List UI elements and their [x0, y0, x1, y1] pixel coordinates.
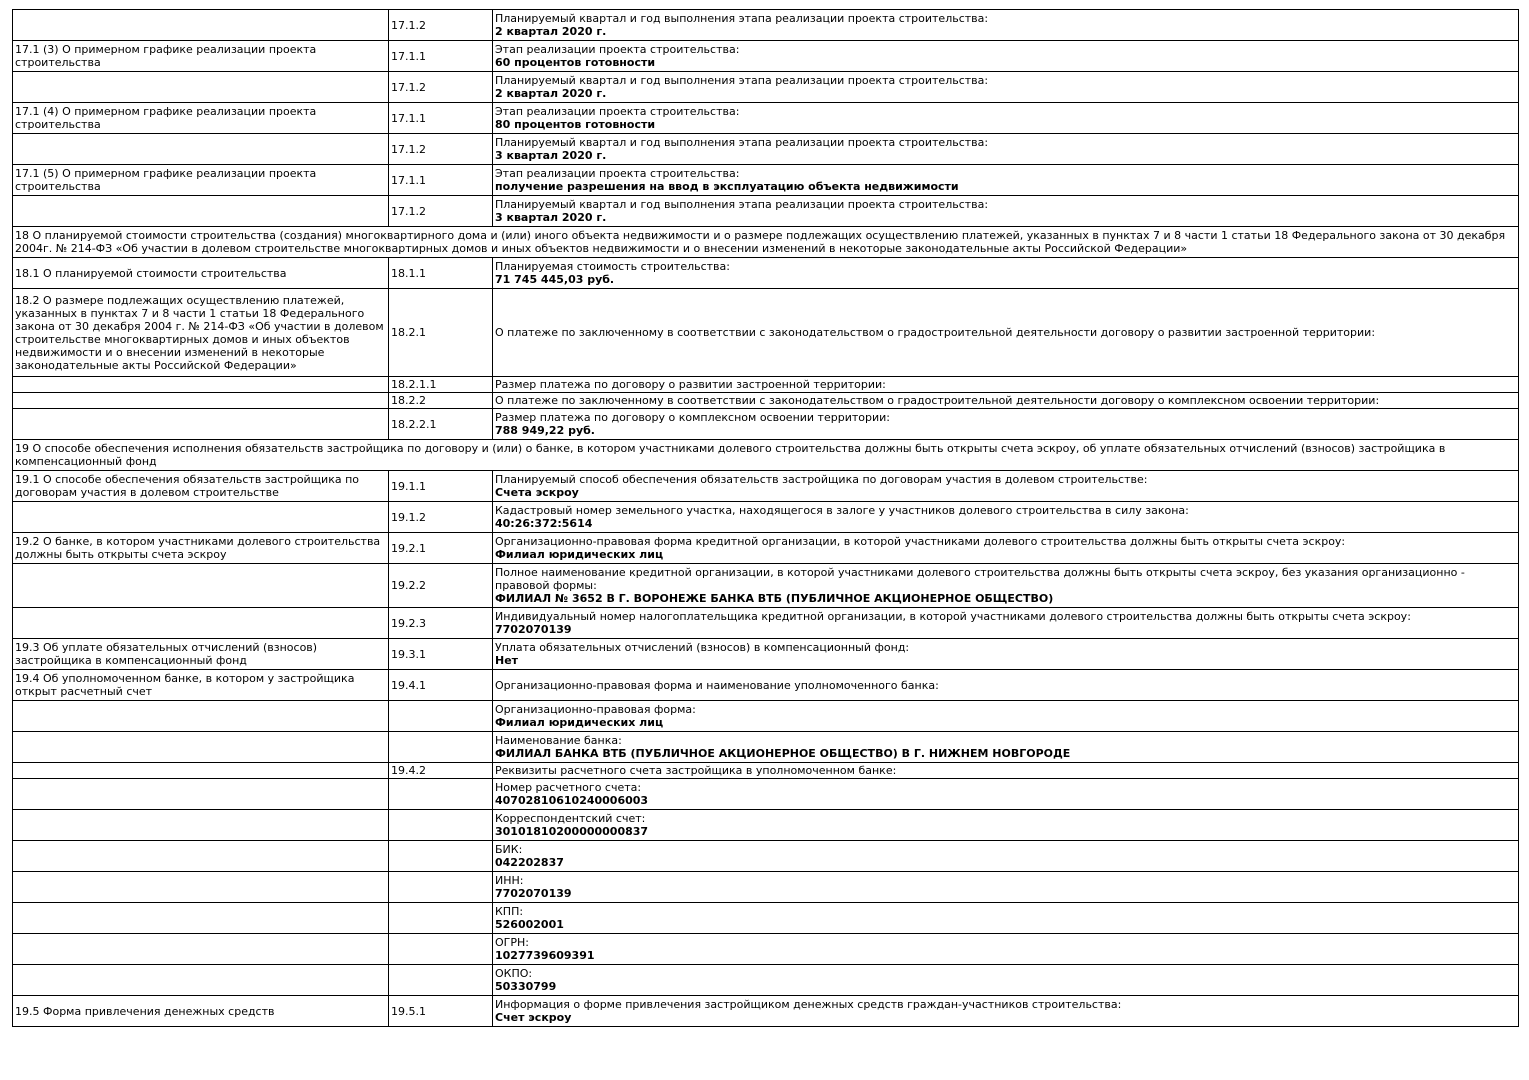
item-value: Нет: [495, 654, 519, 667]
item-label: Этап реализации проекта строительства:: [495, 167, 740, 180]
item-content-cell: [493, 10, 1519, 41]
table-row: [13, 471, 1519, 502]
table-row: [13, 639, 1519, 670]
table-row: [13, 903, 1519, 934]
section-title-cell: [13, 810, 389, 841]
item-label: КПП:: [495, 905, 524, 918]
item-value: ФИЛИАЛ БАНКА ВТБ (ПУБЛИЧНОЕ АКЦИОНЕРНОЕ ОБЩЕСТВО) В Г. НИЖНЕМ НОВГОРОДЕ: [495, 747, 1071, 760]
item-value: 71 745 445,03 руб.: [495, 273, 615, 286]
table-row: [13, 10, 1519, 41]
table-row: [13, 965, 1519, 996]
item-code-cell: [389, 810, 493, 841]
item-code-cell: 18.2.1: [389, 289, 493, 377]
item-label: ОКПО:: [495, 967, 533, 980]
item-code-cell: 17.1.2: [389, 72, 493, 103]
item-code-cell: 19.1.1: [389, 471, 493, 502]
table-row: [13, 779, 1519, 810]
table-row: [13, 810, 1519, 841]
item-code-cell: 18.2.2: [389, 393, 493, 409]
section-title-cell: [13, 72, 389, 103]
section-title-cell: 17.1 (4) О примерном графике реализации проекта строительства: [13, 103, 389, 134]
section-title-cell: [13, 701, 389, 732]
section-title-cell: 18.1 О планируемой стоимости строительства: [13, 258, 389, 289]
table-row: [13, 502, 1519, 533]
section-title-cell: 18.2 О размере подлежащих осуществлению платежей, указанных в пунктах 7 и 8 части 1 статьи 18 Федерального закона от 30 декабря 2004 г. № 214-ФЗ «Об участии в долевом строительстве многоквартирных домов и иных объектов недвижимости и о внесении изменений в некоторые законодательные акты Российской Федерации»: [13, 289, 389, 377]
item-value: 60 процентов готовности: [495, 56, 656, 69]
item-value: 40:26:372:5614: [495, 517, 593, 530]
table-row: [13, 996, 1519, 1027]
item-label: О платеже по заключенному в соответствии с законодательством о градостроительной деятельности договору о развитии застроенной территории:: [495, 326, 1376, 339]
table-row: [13, 72, 1519, 103]
item-value: ФИЛИАЛ № 3652 В Г. ВОРОНЕЖЕ БАНКА ВТБ (ПУБЛИЧНОЕ АКЦИОНЕРНОЕ ОБЩЕСТВО): [495, 592, 1054, 605]
table-row: [13, 196, 1519, 227]
item-value: Филиал юридических лиц: [495, 548, 664, 561]
item-label: Этап реализации проекта строительства:: [495, 43, 740, 56]
item-label: Полное наименование кредитной организации, в которой участниками долевого строительства должны быть открыты счета эскроу, без указания организационно - правовой формы:: [495, 566, 1465, 592]
table-row: [13, 608, 1519, 639]
section-title-cell: 19.2 О банке, в котором участниками долевого строительства должны быть открыты счета эскроу: [13, 533, 389, 564]
item-value: 80 процентов готовности: [495, 118, 656, 131]
item-code-cell: 19.4.2: [389, 763, 493, 779]
table-row: [13, 564, 1519, 608]
item-content-cell: [493, 841, 1519, 872]
item-content-cell: [493, 258, 1519, 289]
item-value: получение разрешения на ввод в эксплуатацию объекта недвижимости: [495, 180, 959, 193]
item-code-cell: 19.2.3: [389, 608, 493, 639]
item-code-cell: 17.1.1: [389, 103, 493, 134]
section-title-cell: [13, 377, 389, 393]
section-title-cell: [13, 779, 389, 810]
item-code-cell: [389, 872, 493, 903]
item-content-cell: [493, 471, 1519, 502]
item-label: Планируемый способ обеспечения обязательств застройщика по договорам участия в долевом строительстве:: [495, 473, 1148, 486]
item-code-cell: [389, 732, 493, 763]
section-title-cell: [13, 732, 389, 763]
section-title-cell: [13, 502, 389, 533]
item-code-cell: 19.4.1: [389, 670, 493, 701]
section-title-cell: [13, 934, 389, 965]
table-row: [13, 533, 1519, 564]
table-row: [13, 377, 1519, 393]
item-value: Филиал юридических лиц: [495, 716, 664, 729]
table-row: [13, 393, 1519, 409]
section-title-cell: [13, 903, 389, 934]
item-content-cell: [493, 903, 1519, 934]
item-value: 50330799: [495, 980, 557, 993]
item-content-cell: [493, 165, 1519, 196]
item-label: О платеже по заключенному в соответствии с законодательством о градостроительной деятельности договору о комплексном освоении территории:: [495, 394, 1380, 407]
section-header-row: [13, 440, 1519, 471]
item-code-cell: 17.1.2: [389, 196, 493, 227]
item-content-cell: [493, 564, 1519, 608]
table-row: [13, 258, 1519, 289]
section-heading: 18 О планируемой стоимости строительства (создания) многоквартирного дома и (или) иного объекта недвижимости и о размере подлежащих осуществлению платежей, указанных в пунктах 7 и 8 части 1 статьи 18 Федерального закона от 30 декабря 2004г. № 214-ФЗ «Об участии в долевом строительстве многоквартирных домов и иных объектов недвижимости и о внесении изменений в некоторые законодательные акты Российской Федерации»: [13, 227, 1519, 258]
section-title-cell: 17.1 (3) О примерном графике реализации проекта строительства: [13, 41, 389, 72]
item-label: ИНН:: [495, 874, 524, 887]
item-content-cell: [493, 41, 1519, 72]
table-row: [13, 763, 1519, 779]
item-value: 40702810610240006003: [495, 794, 649, 807]
item-content-cell: [493, 134, 1519, 165]
section-title-cell: 19.5 Форма привлечения денежных средств: [13, 996, 389, 1027]
item-content-cell: [493, 409, 1519, 440]
table-row: [13, 134, 1519, 165]
item-code-cell: 18.2.2.1: [389, 409, 493, 440]
item-code-cell: 19.2.2: [389, 564, 493, 608]
section-title-cell: [13, 841, 389, 872]
section-title-cell: [13, 763, 389, 779]
section-title-cell: [13, 608, 389, 639]
table-row: [13, 872, 1519, 903]
item-value: Счет эскроу: [495, 1011, 572, 1024]
item-label: Номер расчетного счета:: [495, 781, 642, 794]
item-value: 1027739609391: [495, 949, 595, 962]
item-value: 2 квартал 2020 г.: [495, 25, 607, 38]
item-content-cell: [493, 639, 1519, 670]
document-table-body: [13, 10, 1519, 1027]
item-label: Размер платежа по договору о развитии застроенной территории:: [495, 378, 886, 391]
item-code-cell: 17.1.2: [389, 134, 493, 165]
item-value: Счета эскроу: [495, 486, 579, 499]
table-row: [13, 41, 1519, 72]
table-row: [13, 841, 1519, 872]
item-value: 2 квартал 2020 г.: [495, 87, 607, 100]
section-title-cell: 19.1 О способе обеспечения обязательств застройщика по договорам участия в долевом строительстве: [13, 471, 389, 502]
item-code-cell: 19.5.1: [389, 996, 493, 1027]
section-title-cell: [13, 872, 389, 903]
item-code-cell: [389, 701, 493, 732]
item-content-cell: [493, 103, 1519, 134]
item-code-cell: [389, 841, 493, 872]
item-code-cell: 17.1.1: [389, 165, 493, 196]
table-row: [13, 701, 1519, 732]
table-row: [13, 670, 1519, 701]
table-row: [13, 289, 1519, 377]
item-content-cell: [493, 289, 1519, 377]
item-label: Размер платежа по договору о комплексном освоении территории:: [495, 411, 890, 424]
item-label: Планируемый квартал и год выполнения этапа реализации проекта строительства:: [495, 136, 989, 149]
item-content-cell: [493, 670, 1519, 701]
item-content-cell: [493, 533, 1519, 564]
item-value: 3 квартал 2020 г.: [495, 211, 607, 224]
item-content-cell: [493, 377, 1519, 393]
item-content-cell: [493, 732, 1519, 763]
item-label: Информация о форме привлечения застройщиком денежных средств граждан-участников строительства:: [495, 998, 1122, 1011]
item-label: Планируемый квартал и год выполнения этапа реализации проекта строительства:: [495, 198, 989, 211]
item-value: 3 квартал 2020 г.: [495, 149, 607, 162]
item-content-cell: [493, 608, 1519, 639]
item-label: Организационно-правовая форма и наименование уполномоченного банка:: [495, 678, 939, 692]
item-content-cell: [493, 72, 1519, 103]
item-value: 30101810200000000837: [495, 825, 649, 838]
item-code-cell: 18.1.1: [389, 258, 493, 289]
section-title-cell: [13, 10, 389, 41]
item-code-cell: 18.2.1.1: [389, 377, 493, 393]
item-content-cell: [493, 393, 1519, 409]
item-content-cell: [493, 196, 1519, 227]
section-title-cell: [13, 196, 389, 227]
section-title-cell: [13, 393, 389, 409]
item-code-cell: [389, 965, 493, 996]
item-code-cell: 19.1.2: [389, 502, 493, 533]
item-label: Организационно-правовая форма:: [495, 703, 696, 716]
item-code-cell: 17.1.2: [389, 10, 493, 41]
item-label: Индивидуальный номер налогоплательщика кредитной организации, в которой участниками долевого строительства должны быть открыты счета эскроу:: [495, 610, 1411, 623]
item-value: 7702070139: [495, 623, 572, 636]
item-code-cell: [389, 903, 493, 934]
item-label: Кадастровый номер земельного участка, находящегося в залоге у участников долевого строительства в силу закона:: [495, 504, 1189, 517]
item-label: Наименование банка:: [495, 734, 622, 747]
table-row: [13, 732, 1519, 763]
item-content-cell: [493, 502, 1519, 533]
item-content-cell: [493, 810, 1519, 841]
section-header-row: [13, 227, 1519, 258]
item-content-cell: [493, 996, 1519, 1027]
item-content-cell: [493, 763, 1519, 779]
item-code-cell: 19.3.1: [389, 639, 493, 670]
section-title-cell: [13, 965, 389, 996]
section-title-cell: 17.1 (5) О примерном графике реализации проекта строительства: [13, 165, 389, 196]
item-label: Корреспондентский счет:: [495, 812, 646, 825]
table-row: [13, 103, 1519, 134]
section-title-cell: [13, 409, 389, 440]
item-content-cell: [493, 701, 1519, 732]
table-row: [13, 934, 1519, 965]
item-value: 788 949,22 руб.: [495, 424, 595, 437]
item-label: БИК:: [495, 843, 523, 856]
section-title-cell: [13, 564, 389, 608]
item-code-cell: 17.1.1: [389, 41, 493, 72]
item-content-cell: [493, 934, 1519, 965]
item-code-cell: [389, 934, 493, 965]
item-content-cell: [493, 965, 1519, 996]
table-row: [13, 409, 1519, 440]
item-label: Планируемая стоимость строительства:: [495, 260, 730, 273]
item-code-cell: [389, 779, 493, 810]
item-code-cell: 19.2.1: [389, 533, 493, 564]
item-value: 042202837: [495, 856, 564, 869]
item-label: Планируемый квартал и год выполнения этапа реализации проекта строительства:: [495, 74, 989, 87]
section-title-cell: 19.3 Об уплате обязательных отчислений (взносов) застройщика в компенсационный фонд: [13, 639, 389, 670]
item-content-cell: [493, 872, 1519, 903]
document-table: [12, 9, 1519, 1027]
section-heading: 19 О способе обеспечения исполнения обязательств застройщика по договору и (или) о банке, в котором участниками долевого строительства должны быть открыты счета эскроу, об уплате обязательных отчислений (взносов) застройщика в компенсационный фонд: [13, 440, 1519, 471]
section-title-cell: [13, 134, 389, 165]
item-label: Уплата обязательных отчислений (взносов) в компенсационный фонд:: [495, 641, 910, 654]
item-value: 7702070139: [495, 887, 572, 900]
item-label: Реквизиты расчетного счета застройщика в уполномоченном банке:: [495, 764, 897, 777]
item-content-cell: [493, 779, 1519, 810]
table-row: [13, 165, 1519, 196]
section-title-cell: 19.4 Об уполномоченном банке, в котором у застройщика открыт расчетный счет: [13, 670, 389, 701]
item-label: Этап реализации проекта строительства:: [495, 105, 740, 118]
item-value: 526002001: [495, 918, 564, 931]
item-label: ОГРН:: [495, 936, 529, 949]
item-label: Организационно-правовая форма кредитной организации, в которой участниками долевого строительства должны быть открыты счета эскроу:: [495, 535, 1346, 548]
item-label: Планируемый квартал и год выполнения этапа реализации проекта строительства:: [495, 12, 989, 25]
